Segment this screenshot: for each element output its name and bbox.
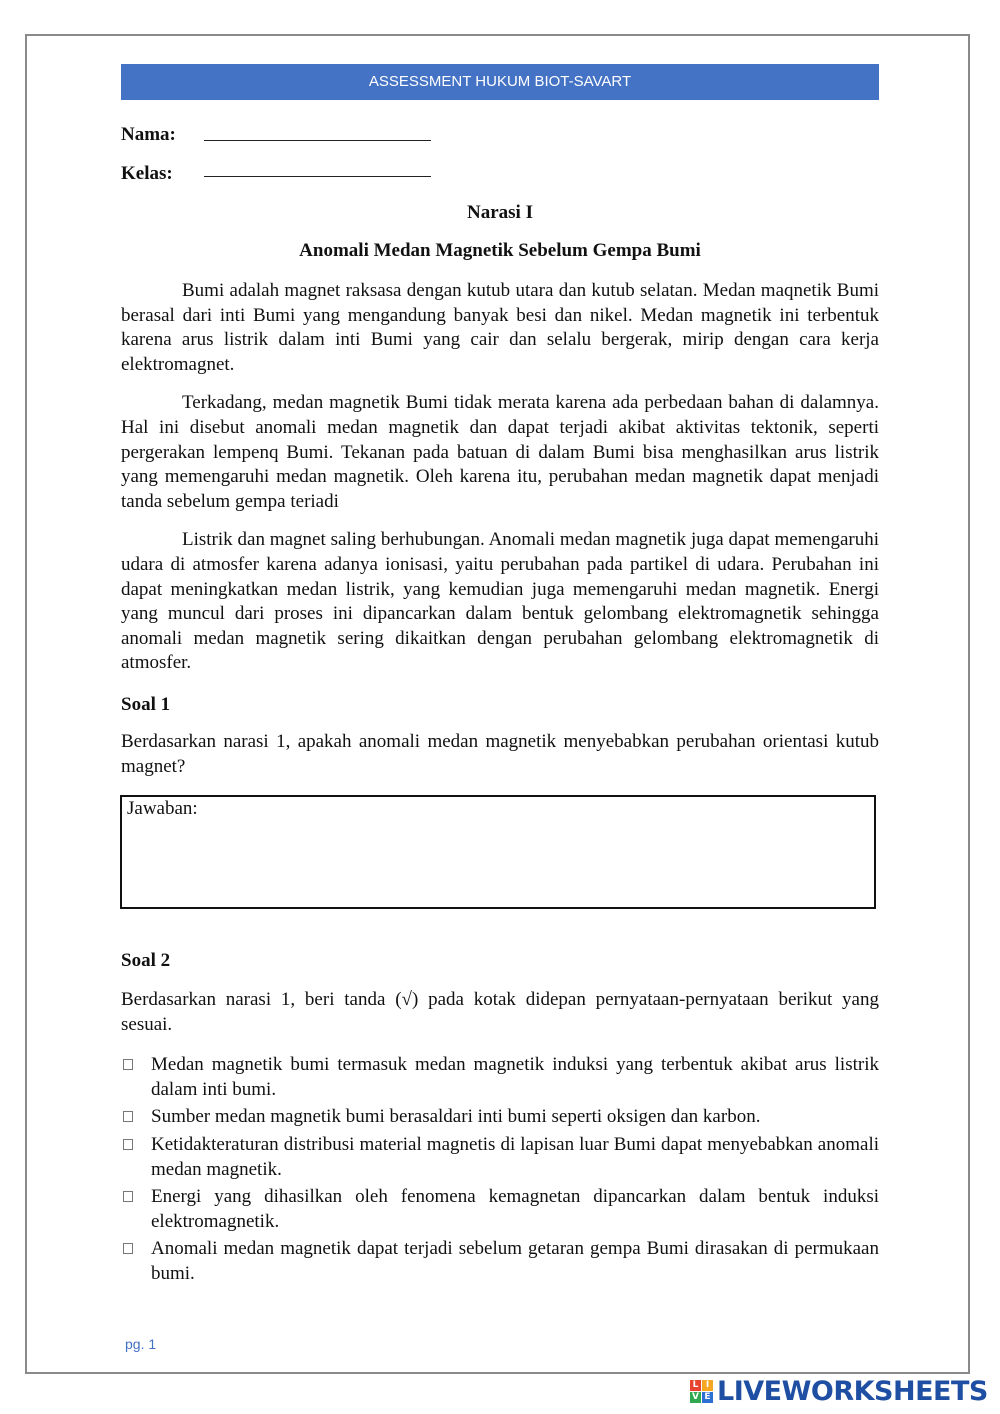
statement-text: Ketidakteraturan distribusi material magnetis di lapisan luar Bumi dapat menyebabkan anomali medan magnetik.	[151, 1133, 879, 1180]
class-input-line[interactable]	[204, 176, 431, 177]
statement-item	[121, 1237, 879, 1286]
checkbox[interactable]	[123, 1139, 133, 1150]
answer-label: Jawaban:	[127, 798, 198, 819]
checkbox[interactable]	[123, 1243, 133, 1254]
logo-letter: V	[690, 1392, 701, 1403]
name-label: Nama:	[121, 124, 176, 145]
class-label: Kelas:	[121, 163, 173, 184]
statement-item	[121, 1133, 879, 1182]
statement-item	[121, 1185, 879, 1234]
header-banner: ASSESSMENT HUKUM BIOT-SAVART	[121, 64, 879, 100]
statement-text: Medan magnetik bumi termasuk medan magnetik induksi yang terbentuk akibat arus listrik dalam inti bumi.	[151, 1054, 879, 1100]
question-1-text: Berdasarkan narasi 1, apakah anomali medan magnetik menyebabkan perubahan orientasi kutub magnet?	[121, 731, 879, 777]
narrative-body	[121, 279, 879, 676]
question-2	[121, 950, 879, 1290]
checkbox[interactable]	[123, 1059, 133, 1070]
logo-letter: E	[702, 1392, 713, 1403]
narrative-paragraph-2: Terkadang, medan magnetik Bumi tidak merata karena ada perbedaan bahan di dalamnya. Hal ini disebut anomali medan magnetik dan dapat terjadi akibat aktivitas tektonik, seperti pergerakan lempenq Bumi. Tekanan pada batuan di dalam Bumi bisa menghasilkan arus listrik yang memengaruhi medan magnetik. Oleh karena itu, perubahan medan magnetik dapat menjadi tanda sebelum gempa teriadi	[121, 392, 879, 512]
narrative-label: Narasi I	[467, 202, 533, 223]
watermark-text: LIVEWORKSHEETS	[717, 1375, 988, 1407]
narrative-title: Anomali Medan Magnetik Sebelum Gempa Bumi	[299, 240, 701, 261]
liveworksheets-logo-icon	[690, 1380, 713, 1403]
narrative-paragraph-3: Listrik dan magnet saling berhubungan. Anomali medan magnetik juga dapat memengaruhi udara di atmosfer karena adanya ionisasi, yaitu perubahan pada partikel di udara. Perubahan ini dapat meningkatkan medan listrik, yang kemudian juga memengaruhi medan magnetik. Energi yang muncul dari proses ini dipancarkan dalam bentuk gelombang elektromagnetik sehingga anomali medan magnetik sering dikaitkan dengan perubahan gelombang elektromagnetik di atmosfer.	[121, 529, 879, 674]
question-1-heading: Soal 1	[121, 694, 171, 715]
question-2-text: Berdasarkan narasi 1, beri tanda (√) pada kotak didepan pernyataan-pernyataan berikut yang sesuai.	[121, 989, 879, 1035]
page-number: pg. 1	[125, 1336, 157, 1352]
statement-item	[121, 1053, 879, 1102]
answer-box[interactable]	[120, 795, 876, 909]
statement-text: Energi yang dihasilkan oleh fenomena kemagnetan dipancarkan dalam bentuk induksi elektromagnetik.	[151, 1186, 879, 1232]
question-2-heading: Soal 2	[121, 950, 171, 971]
statement-text: Sumber medan magnetik bumi berasaldari inti bumi seperti oksigen dan karbon.	[151, 1106, 761, 1128]
name-input-line[interactable]	[204, 140, 431, 141]
liveworksheets-watermark	[690, 1374, 988, 1408]
statement-item	[121, 1105, 879, 1130]
statement-list	[121, 1053, 879, 1286]
question-1	[121, 694, 879, 779]
checkbox[interactable]	[123, 1111, 133, 1122]
statement-text: Anomali medan magnetik dapat terjadi sebelum getaran gempa Bumi dirasakan di permukaan bumi.	[151, 1238, 879, 1284]
logo-letter: I	[702, 1380, 713, 1391]
checkbox[interactable]	[123, 1191, 133, 1202]
narrative-paragraph-1: Bumi adalah magnet raksasa dengan kutub utara dan kutub selatan. Medan maqnetik Bumi berasal dari inti Bumi yang mengandung banyak besi dan nikel. Medan magnetik ini terbentuk karena arus listrik dalam inti Bumi yang cair dan selalu bergerak, mirip dengan cara kerja elektromagnet.	[121, 280, 879, 375]
logo-letter: L	[690, 1380, 701, 1391]
